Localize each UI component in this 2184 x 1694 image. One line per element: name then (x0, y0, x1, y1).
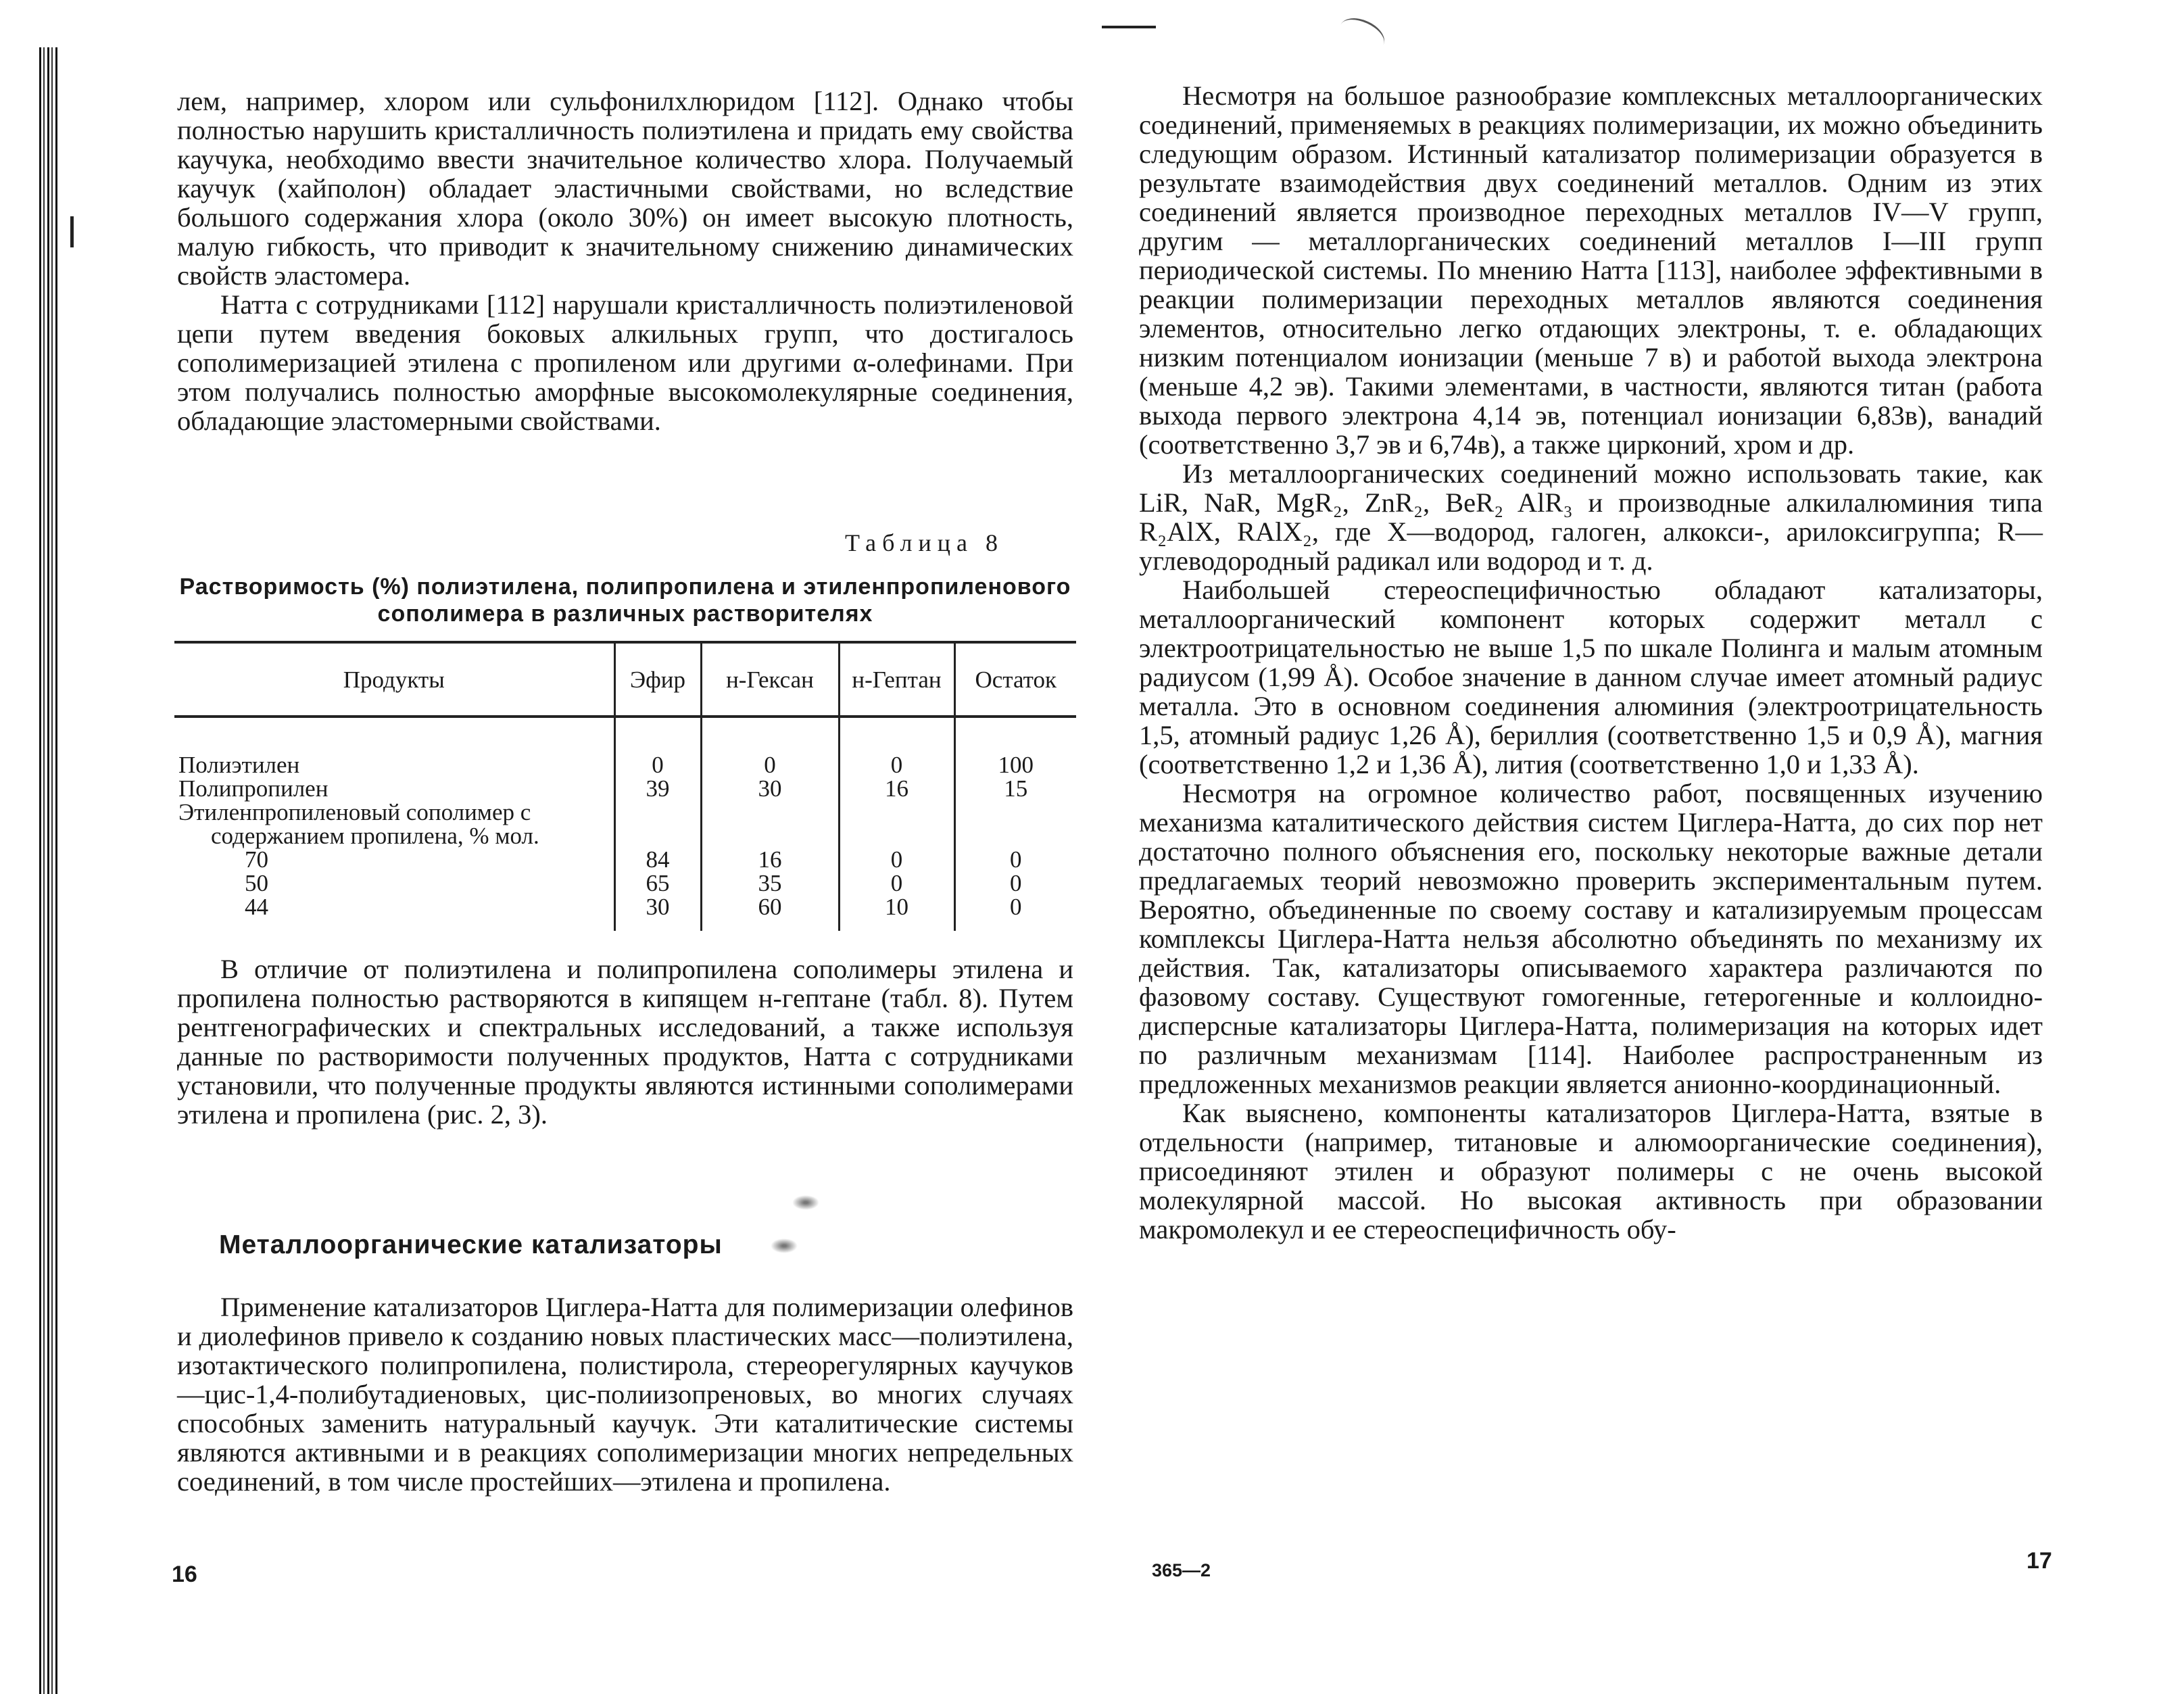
section-heading: Металлоорганические катализаторы (219, 1230, 723, 1259)
table-cell: 0 (954, 871, 1076, 895)
table-cell (839, 800, 954, 848)
paragraph: Применение катализаторов Циглера-Натта для полимеризации олефинов и диолефинов привело к созданию новых пластических масс—полиэтилена, изотактического полипропилена, полистирола, стереорегулярных каучуков—цис-1,4-полибутадиеновых, цис-полиизопреновых, во многих случаях способных заменить натуральный каучук. Эти каталитические системы являются активными и в реакциях сополимеризации многих непредельных соединений, в том числе простейших—этилена и пропилена. (177, 1292, 1073, 1497)
table-header-row (174, 642, 1076, 717)
print-smudge (792, 1195, 819, 1210)
table-cell: 65 (614, 871, 701, 895)
solubility-table (174, 641, 1076, 931)
print-mark (1102, 26, 1156, 28)
paragraph: Несмотря на огромное количество работ, посвященных изучению механизма каталитического действия систем Циглера-Натта, до сих пор нет достаточно полного объяснения его, поскольку некоторые важные детали предлагаемых теорий невозможно проверить экспериментальным путем. Вероятно, объединенные по своему составу и катализируемым процессам комплексы Циглера-Натта нельзя абсолютно объединять по механизму их действия. Так, катализаторы описываемого характера различаются по фазовому составу. Существуют гомогенные, гетерогенные и коллоидно-дисперсные катализаторы Циглера-Натта, полимеризация на которых идет по различным механизмам [114]. Наиболее распространенным из предложенных механизмов реакции является анионно-координационный. (1139, 778, 2043, 1099)
table-cell: 0 (701, 717, 839, 777)
column-header: Эфир (614, 642, 701, 717)
table-cell: 44 (245, 894, 268, 920)
table-cell: 30 (614, 895, 701, 931)
left-page (0, 0, 1082, 1694)
table-cell: 84 (614, 848, 701, 871)
table-row (174, 777, 1076, 800)
column-header: Остаток (954, 642, 1076, 717)
table-cell: 16 (839, 777, 954, 800)
table-cell: 10 (839, 895, 954, 931)
table-cell (614, 800, 701, 848)
table-label: Таблица 8 (845, 529, 1004, 556)
column-header: н-Гептан (839, 642, 954, 717)
paragraph: Натта с сотрудниками [112] нарушали кристалличность полиэтиленовой цепи путем введения боковых алкильных групп, что достигалось сополимеризацией этилена с пропиленом или другими α-олефинами. При этом получались полностью аморфные высокомолекулярные соединения, обладающие эластомерными свойствами. (177, 289, 1073, 436)
table-cell: 30 (701, 777, 839, 800)
table-cell: 70 (245, 846, 268, 873)
paragraph: Наибольшей стереоспецифичностью обладают катализаторы, металлоорганический компонент которых содержит металл с электроотрицательностью не выше 1,5 по шкале Полинга и малым атомным радиусом (1,99 Å). Особое значение в данном случае имеет атомный радиус металла. Это в основном соединения алюминия (электроотрицательность 1,5, атомный радиус 1,26 Å), бериллия (соответственно 1,5 и 0,9 Å), магния (соответственно 1,2 и 1,36 Å), лития (соответственно 1,0 и 1,33 Å). (1139, 575, 2043, 779)
table-cell: 0 (839, 717, 954, 777)
right-text-block (1139, 81, 2043, 1244)
table-cell: 100 (954, 717, 1076, 777)
table-cell (701, 800, 839, 848)
paragraph: Несмотря на большое разнообразие комплексных металлоорганических соединений, применяемых в реакциях полимеризации, их можно объединить следующим образом. Истинный катализатор полимеризации образуется в результате взаимодействия двух соединений металлов. Одним из этих соединений является производное переходных металлов IV—V групп, другим — металлорганических соединений металлов I—III групп периодической системы. По мнению Натта [113], наиболее эффективными в реакции полимеризации переходных металлов являются соединения элементов, относительно легко отдающих электроны, т. е. обладающих низким потенциалом ионизации (меньше 7 в) и работой выхода электрона (меньше 4,2 эв). Такими элементами, в частности, являются титан (работа выхода первого электрона 4,14 эв, потенциал ионизации 6,83в), ванадий (соответственно 3,7 эв и 6,74в), а также цирконий, хром и др. (1139, 80, 2043, 460)
left-text-block-bottom (177, 1292, 1073, 1496)
left-text-block-top (177, 87, 1073, 435)
table-row (174, 848, 1076, 871)
table-cell: 39 (614, 777, 701, 800)
page-number: 17 (2027, 1548, 2052, 1574)
paragraph: Из металлоорганических соединений можно использовать такие, как LiR, NaR, MgR₂, ZnR₂, BeR₂ AlR₃ и производные алкилалюминия типа R₂AlX, RAlX₂, где X—водород, галоген, алкокси-, арилоксигруппа; R—углеводородный радикал или водород и т. д. (1139, 458, 2043, 576)
table-cell: 0 (954, 848, 1076, 871)
table-cell: 0 (954, 895, 1076, 931)
binding-shadow (39, 47, 58, 1694)
right-page (1082, 0, 2184, 1694)
table-cell: Полиэтилен (178, 752, 300, 778)
table-row (174, 717, 1076, 777)
table-caption: Растворимость (%) полиэтилена, полипропилена и этиленпропиленового сополимера в различных растворителях (179, 574, 1071, 627)
table-cell: 0 (839, 848, 954, 871)
column-header: Продукты (343, 666, 445, 693)
table-cell (954, 800, 1076, 848)
table-cell: Этиленпропиленовый сополимер с содержанием пропилена, % мол. (178, 799, 539, 849)
signature-mark: 365—2 (1152, 1560, 1211, 1580)
table-cell: 35 (701, 871, 839, 895)
table-cell: 15 (954, 777, 1076, 800)
print-smudge (771, 1238, 798, 1253)
table-cell: Полипропилен (178, 775, 329, 802)
table-cell: 60 (701, 895, 839, 931)
paragraph: лем, например, хлором или сульфонилхлюридом [112]. Однако чтобы полностью нарушить кристалличность полиэтилена и придать ему свойства каучука, необходимо ввести значительное количество хлора. Получаемый каучук (хайполон) обладает эластичными свойствами, но вследствие большого содержания хлора (около 30%) он имеет высокую плотность, малую гибкость, что приводит к значительному снижению динамических свойств эластомера. (177, 86, 1073, 291)
table-row (174, 871, 1076, 895)
paragraph: В отличие от полиэтилена и полипропилена сополимеры этилена и пропилена полностью растворяются в кипящем н-гептане (табл. 8). Путем рентгенографических и спектральных исследований, а также используя данные по растворимости полученных продуктов, Натта с сотрудниками установили, что полученные продукты являются истинными сополимерами этилена и пропилена (рис. 2, 3). (177, 954, 1073, 1130)
table-cell: 50 (245, 870, 268, 896)
print-mark (1334, 11, 1390, 58)
table-cell: 0 (614, 717, 701, 777)
table-row (174, 895, 1076, 931)
page-number: 16 (172, 1562, 197, 1587)
left-text-block-middle (177, 954, 1073, 1129)
column-header: н-Гексан (701, 642, 839, 717)
paragraph: Как выяснено, компоненты катализаторов Циглера-Натта, взятые в отдельности (например, титановые и алюмоорганические соединения), присоединяют этилен и образуют полимеры с не очень высокой молекулярной массой. Но высокая активность при образовании макромолекул и ее стереоспецифичность обу- (1139, 1098, 2043, 1244)
table-row (174, 800, 1076, 848)
binding-mark (70, 216, 74, 247)
table-cell: 0 (839, 871, 954, 895)
table-cell: 16 (701, 848, 839, 871)
